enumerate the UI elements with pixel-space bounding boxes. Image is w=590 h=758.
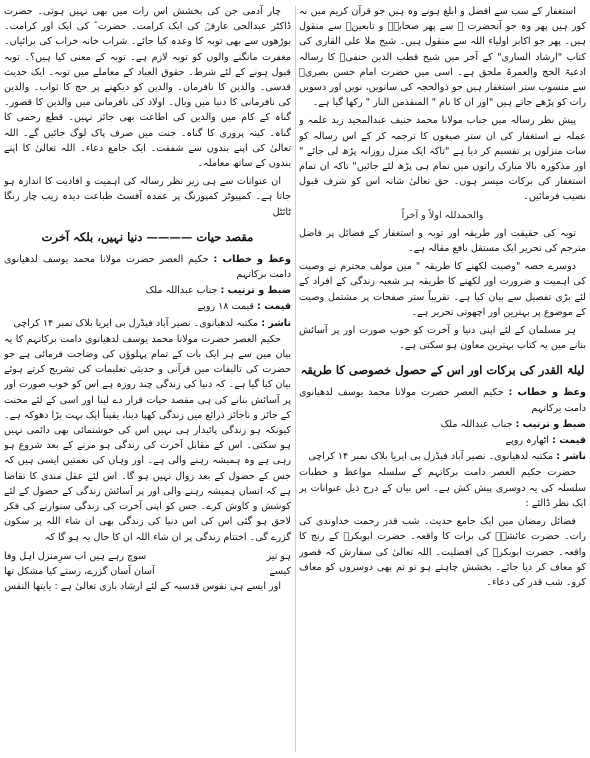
right-column [299,4,586,754]
section-title-lailatul-qadr: لیلۃ القدر کی برکات اور اس کے حصول خصوصی کا طریقہ [300,363,585,378]
meta-publisher [4,316,291,331]
meta-zabt [4,283,291,298]
left-column [4,4,291,754]
poem-fragment: آسان آسان گزرے، رستے کیا مشکل تھا [4,565,155,577]
intro-paragraph: استغفار کے سب سے افضل و ابلغ ہونے وہ ہیں جو قرآن کریم میں نہ کور ہیں پھر وہ جو آنحضرت ﷺ سے پھر صحابہؓ و تابعینؒ سے منقول ہیں۔ پھر جو اکابر اولیاء اللہ سے منقول ہیں۔ شیخ ملا علی القاری کی کتاب "ارشاد الساری" کے آخر میں شیخ قطب الدین حنفیؒ کا رسالہ ادعیۃ الحج والعمرۃ ملحق ہے۔ اسی میں حضرت امام حسن بصریؒ سے منسوب ستر استغفار ہیں جو ذوالحجہ کی ساتویں، نویں اور دسویں رات کو پڑھے جاتے ہیں "اور ان کا نام " المنقذمن النار " رکھا گیا ہے۔ [299,6,586,109]
tauba-paragraph: توبہ کی حقیقت اور طریقہ اور توبہ و استغفار کے فضائل پر فاضل مترجم کی تحریر ایک مستقل نافع مقالہ ہے۔ [299,227,586,255]
body-paragraph: حکیم العصر حضرت مولانا محمد یوسف لدھیانوی دامت برکاتہم کا یہ بیان میں سے ہر ایک بات کے تمام پہلوؤں کی وضاحت فرمائی ہے جو حضرت کی تالیفات میں قرآنی و حدیثی تعلیمات کی تشریح کرتے ہوئے بیان کیا گیا ہے۔ کہ دنیا کی زندگی چند روزہ ہے اس کو خوب صورت اور پر آسائش بنانے کی ہی مقصد حیات قرار دے لینا اور اسی کے لئے محنت کے جائز و ناجائز ذرائع میں زندگی کھپا دینا، یقیناً ایک بہت بڑا دھوکہ ہے۔ کیونکہ ہو زندگی پائیدار ہی نہیں اس کی خوشنمائی بھی دائمی نہیں ہو سکتی۔ اس کے مقابل آخرت کی زندگی ہو مرنے کے بعد شروع ہو رہی ہے وہ ہمیشہ رہنے والی ہے۔ اور وہاں کی نعمتیں ایسی ہیں کہ جس کے حصول کے بعد زوال نہیں ہو گا۔ اس لئے عقل مندی کا تقاضا ہے کہ انسان ہمیشہ رہنے والی اور پر آسائش زندگی کے حصول کے لئے کوشش و کاوش کرے۔ جس کو اپنی آخرت کی زندگی سنوارنے کی فکر لاحق ہو گئی اس کی اس دنیا کی زندگی بھی ان شاء اللہ پر سکون گزرے گی۔ اختتام زندگی پر ان شاء اللہ ان کا حال یہ ہو گا کہ [4,333,291,543]
poem-line [4,549,291,564]
meta-value: جناب عبداللہ ملک [440,418,513,430]
column-divider [295,6,296,752]
topics-list-paragraph: چار آدمی جن کی بخشش اس رات میں بھی نہیں ہوتی۔ حضرت ڈاکٹر عبدالحی عارفیؒ کی ایک کرامت۔ حضرت ؓ کی ایک اور کرامت۔ بوڑھوں سے بھی توبہ کا وعدہ کیا جائے۔ شراب خانہ خراب کی برائیاں۔ مغفرت مانگنے والوں کو توبہ لازم ہے۔ توبہ کے معنی کیا ہیں؟۔ توبہ قبول ہونے کے لئے شرط۔ حقوق العباد کے معاملے میں توبہ۔ ایک حدیث قدسی۔ والدین کا نافرمان۔ والدین کو دیکھنے پر حج کا ثواب۔ والدین کی نافرمانی کا دنیا میں وبال۔ اولاد کی نافرمانی میں والدین کا قصور۔ گناہ کے کام میں والدین کی اطاعت بھی جائز نہیں۔ قطع رحمی کا گناہ۔ کینہ پروری کا گناہ۔ جنت میں صرف پاک لوگ جائیں گے۔ اللہ تعالیٰ کی اپنے بندوں سے شفقت۔ ایک جامع دعاء۔ اللہ تعالیٰ کا اپنے بندوں کے ساتھ معاملہ۔ [4,6,291,170]
importance-paragraph: ان عنوانات سے ہی زیر نظر رسالہ کی اہمیت و افادیت کا اندازہ ہو جاتا ہے۔ کمپیوٹر کمپوزنگ پر عمدہ آفسٹ طباعت دیدہ زیب چار رنگا ٹائٹل [4,176,291,218]
poem-line [4,564,291,579]
meta-label: ضبط و ترتیب : [220,285,291,297]
poem-fragment: کیسے [269,565,291,577]
meta-label: ضبط و ترتیب : [515,418,586,430]
meta-label: وعظ و خطاب : [508,387,586,399]
meta-price [4,299,291,314]
meta-label: ناشر : [556,451,586,463]
wasiyat-paragraph: دوسرے حصہ "وصیت لکھنے کا طریقہ " میں مولف محترم نے وصیت کی اہمیت و ضرورت اور لکھنے کا طریقہ ہر شعبہ زندگی کے افراد کے لئے بڑی تفصیل سے بیان کیا ہے۔ تقریباً ستر صفحات پر مشتمل وصیت کے موضوع پر بہترین اور اچھوتی تحریر ہے۔ [299,261,586,318]
meta-publisher [299,449,586,464]
meta-value: حکیم العصر حضرت مولانا محمد یوسف لدھیانوی دامت برکاتہم [299,387,586,414]
meta-value: مکتبہ لدھیانوی۔ نصیر آباد فیڈرل بی ایریا بلاک نمبر ۱۴ کراچی [308,451,554,463]
poem [4,549,291,579]
meta-value: جناب عبداللہ ملک [145,285,218,297]
meta-label: ناشر : [261,317,291,329]
meta-waaz [299,385,586,415]
poem-fragment: سوچ رہے ہیں اب سرِمنزل اہل وفا [4,550,147,562]
benefit-paragraph: ہر مسلمان کے لئے اپنی دنیا و آخرت کو خوب صورت اور پر آسائش بنانے میں یہ کتاب بہترین معاون ہو سکتی ہے۔ [299,325,586,352]
meta-waaz [4,252,291,282]
poem-fragment: ہو تیر [266,550,291,562]
meta-price [299,433,586,448]
meta-label: قیمت : [257,301,291,313]
meta-value: مکتبہ لدھیانوی۔ نصیر آباد فیڈرل بی ایریا بلاک نمبر ۱۴ کراچی [13,317,259,329]
section-title-maqsad-hayat: مقصد حیات ———— دنیا نہیں، بلکہ آخرت [41,229,254,244]
meta-value: قیمت ۱۸ روپے [197,301,254,313]
meta-value: اٹھارہ روپے [505,435,549,447]
meta-label: قیمت : [552,435,586,447]
meta-value: حکیم العصر حضرت مولانا محمد یوسف لدھیانوی دامت برکاتہم [4,253,291,281]
closing-dua: والحمدللہ اولاً و آخراً [401,209,484,221]
topics-paragraph: فضائل رمضان میں ایک جامع حدیث۔ شب قدر رحمت خداوندی کی رات۔ حضرت عائشہؓ کی برات کا واقعہ۔ حضرت ابوبکرؓ کے رنج کا واقعہ۔ حضرت ابوبکرؓ کی افضلیت۔ اللہ تعالیٰ کی سفارش کہ قصور کو معاف کر دیا جائے۔ بخشش چاہتے ہو تو تم بھی دوسروں کو معاف کرو۔ شب قدر کی دعاء۔ [299,516,586,588]
review-paragraph: پیش نظر رسالہ میں جناب مولانا محمد حنیف عبدالمجید زید علمہ و عملہ نے استغفار کی ان ستر صیغوں کا ترجمہ کر کے اس رسالہ کو سات منزلوں پر تقسیم کر دیا ہے "تاکہ ایک منزل روزانہ پڑھ لی جائے " اور مذکورہ بالا مبارک راتوں میں تمام ہی پڑھ لئے جائیں" تاکہ ان تمام استغفار کی برکات میسر ہوں۔ حق تعالیٰ شانہ اس کو شرف قبول نصیب فرمائیں۔ [299,115,586,203]
meta-label: وعظ و خطاب : [213,253,291,265]
meta-zabt [299,417,586,432]
closing-paragraph: اور ایسے ہی نفوس قدسیہ کے لئے ارشاد باری تعالیٰ ہے : یایتھا النفس [4,581,281,593]
series-paragraph: حضرت حکیم العصر دامت برکاتہم کے سلسلہ مواعظ و خطبات سلسلہ کی یہ دوسری پیش کش ہے۔ اس بیان کے درج ذیل عنوانات پر ایک نظر ڈالئے : [299,467,586,509]
